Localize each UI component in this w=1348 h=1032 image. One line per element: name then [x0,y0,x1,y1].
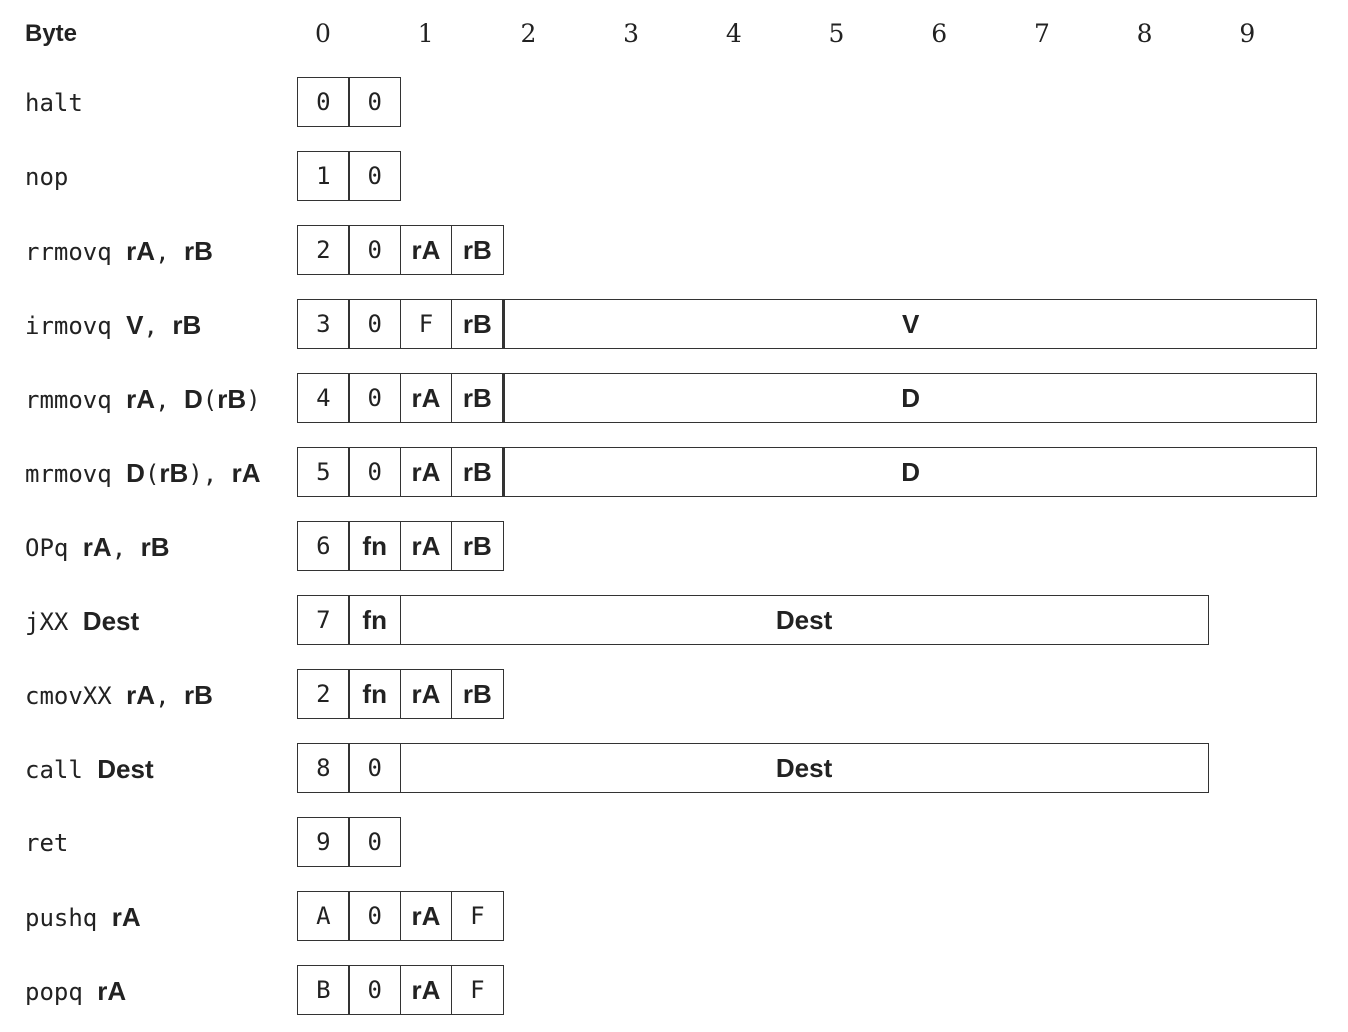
instruction-label [25,817,68,869]
operand: rB [183,680,213,710]
encoding-nibble: rB [451,299,504,349]
instruction-label [25,373,261,425]
encoding-field-dest: Dest [400,595,1209,645]
encoding-field-d: D [502,373,1317,423]
mnemonic-text: halt [25,89,83,117]
encoding-nibble: rA [400,965,453,1015]
encoding-nibble: fn [348,669,401,719]
mnemonic-text: nop [25,163,69,191]
instruction-label [25,743,154,795]
mnemonic-text: , [143,312,173,340]
operand: rA [82,532,112,562]
instruction-row-irmovq [0,299,1348,351]
encoding-nibble: rA [400,669,453,719]
instruction-label [25,891,141,943]
encoding-nibble: rB [451,447,504,497]
encoding-field-dest: Dest [400,743,1209,793]
operand: rA [111,902,141,932]
encoding-nibble: 9 [297,817,350,867]
encoding-nibble: 7 [297,595,350,645]
mnemonic-text: ) [246,386,261,414]
byte-column-6: 6 [931,19,948,48]
instruction-row-popq [0,965,1348,1017]
encoding-nibble: rA [400,373,453,423]
byte-column-3: 3 [623,19,640,48]
encoding-nibble: 0 [297,77,350,127]
encoding-nibble: 0 [348,225,401,275]
operand: rA [126,236,156,266]
encoding-nibble: F [451,965,504,1015]
byte-column-4: 4 [725,19,742,48]
encoding-nibble: B [297,965,350,1015]
encoding-nibble: rB [451,373,504,423]
encoding-nibble: 0 [348,77,401,127]
encoding-nibble: rA [400,447,453,497]
encoding-nibble: 2 [297,669,350,719]
mnemonic-text: rmmovq [25,386,127,414]
encoding-nibble: 0 [348,151,401,201]
operand: rA [126,384,156,414]
operand: Dest [97,754,154,784]
encoding-nibble: rB [451,669,504,719]
instruction-row-halt [0,77,1348,129]
instruction-row-mrmovq [0,447,1348,499]
instruction-row-opq [0,521,1348,573]
encoding-nibble: 0 [348,299,401,349]
mnemonic-text: ), [188,460,232,488]
encoding-nibble: 6 [297,521,350,571]
encoding-nibble: rA [400,521,453,571]
mnemonic-text: mrmovq [25,460,127,488]
operand: Dest [82,606,140,636]
instruction-row-rmmovq [0,373,1348,425]
encoding-field-v: V [502,299,1317,349]
mnemonic-text: , [155,238,184,266]
byte-column-5: 5 [828,19,845,48]
instruction-label [25,521,170,573]
mnemonic-text: , [111,534,141,562]
mnemonic-text: ( [144,460,160,488]
mnemonic-text: ( [202,386,218,414]
operand: rA [126,680,156,710]
operand: rB [140,532,170,562]
instruction-row-call [0,743,1348,795]
mnemonic-text: rrmovq [25,238,127,266]
encoding-nibble: 0 [348,891,401,941]
encoding-nibble: 0 [348,447,401,497]
encoding-nibble: rB [451,225,504,275]
instruction-label [25,965,126,1017]
mnemonic-text: , [155,386,184,414]
instruction-label [25,225,213,277]
encoding-nibble: F [451,891,504,941]
encoding-field-d: D [502,447,1317,497]
operand: rA [97,976,127,1006]
byte-column-2: 2 [520,19,537,48]
operand: rA [231,458,261,488]
instruction-row-rrmovq [0,225,1348,277]
encoding-nibble: 5 [297,447,350,497]
operand: D [183,384,203,414]
operand: D [126,458,145,488]
byte-column-8: 8 [1136,19,1153,48]
encoding-nibble: 0 [348,965,401,1015]
byte-column-9: 9 [1239,19,1256,48]
mnemonic-text: ret [25,829,69,857]
encoding-nibble: fn [348,521,401,571]
instruction-row-jxx [0,595,1348,647]
mnemonic-text: cmovXX [25,682,127,710]
instruction-label [25,77,83,129]
instruction-row-ret [0,817,1348,869]
encoding-nibble: fn [348,595,401,645]
encoding-nibble: rA [400,891,453,941]
encoding-nibble: rB [451,521,504,571]
encoding-nibble: F [400,299,453,349]
operand: V [126,310,144,340]
operand: rB [172,310,202,340]
encoding-nibble: 2 [297,225,350,275]
instruction-row-cmovxx [0,669,1348,721]
encoding-nibble: rA [400,225,453,275]
mnemonic-text: popq [25,978,98,1006]
instruction-label [25,299,201,351]
mnemonic-text: , [155,682,184,710]
byte-column-1: 1 [417,19,434,48]
mnemonic-text: jXX [25,608,83,636]
encoding-nibble: 0 [348,743,401,793]
byte-header-label: Byte [25,20,78,47]
instruction-row-nop [0,151,1348,203]
mnemonic-text: irmovq [25,312,127,340]
instruction-row-pushq [0,891,1348,943]
instruction-label [25,447,261,499]
encoding-nibble: 8 [297,743,350,793]
byte-column-0: 0 [315,19,331,48]
mnemonic-text: OPq [25,534,83,562]
encoding-nibble: 3 [297,299,350,349]
encoding-nibble: 4 [297,373,350,423]
instruction-label [25,669,213,721]
mnemonic-text: call [25,756,98,784]
operand: rB [183,236,213,266]
instruction-label [25,595,139,647]
encoding-nibble: 1 [297,151,350,201]
operand: rB [217,384,247,414]
instruction-label [25,151,68,203]
encoding-nibble: 0 [348,373,401,423]
operand: rB [159,458,189,488]
encoding-nibble: 0 [348,817,401,867]
mnemonic-text: pushq [25,904,112,932]
encoding-nibble: A [297,891,350,941]
byte-column-7: 7 [1033,19,1050,48]
